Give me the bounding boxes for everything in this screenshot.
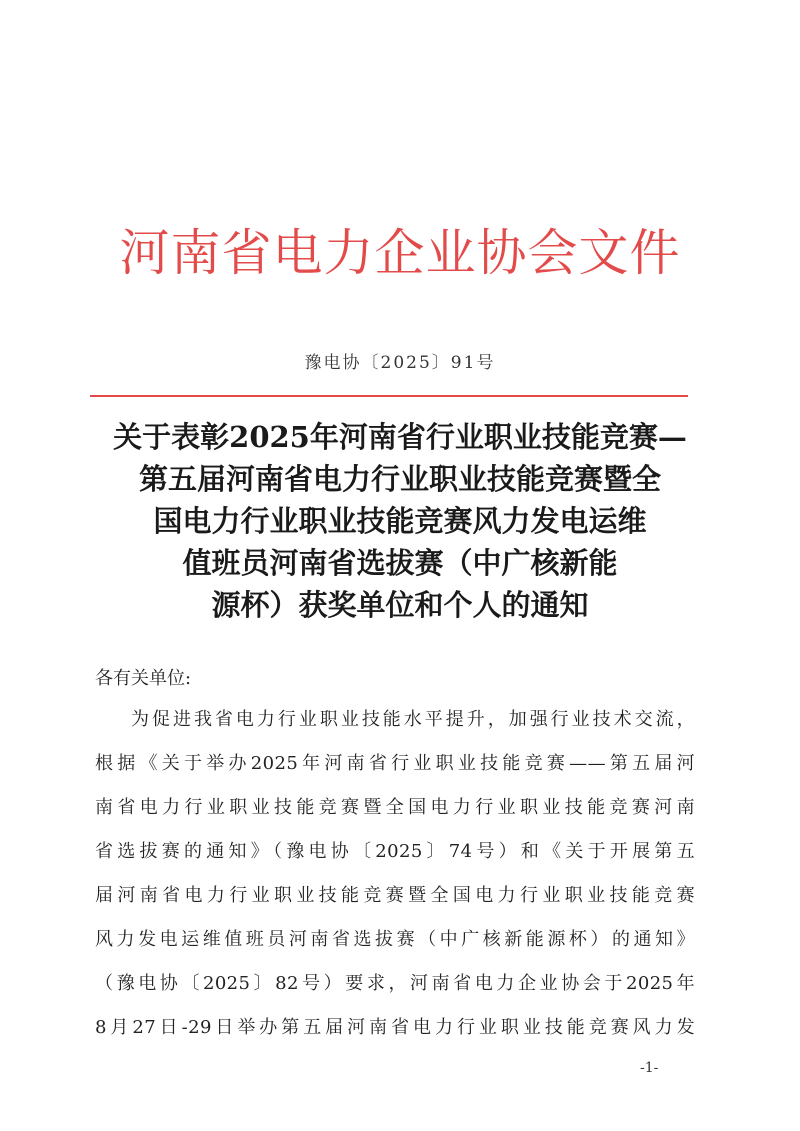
salutation: 各有关单位: — [95, 668, 192, 689]
title-line: 值班员河南省选拔赛（中广核新能 — [182, 546, 618, 580]
body-line: 8月27日-29日举办第五届河南省电力行业职业技能竞赛风力发 — [95, 1017, 695, 1038]
body-line: 南省电力行业职业技能竞赛暨全国电力行业职业技能竞赛河南 — [95, 797, 695, 818]
body-line: 届河南省电力行业职业技能竞赛暨全国电力行业职业技能竞赛 — [95, 885, 695, 906]
title-line: 第五届河南省电力行业职业技能竞赛暨全 — [138, 462, 661, 496]
organization-masthead: 河南省电力企业协会文件 — [119, 224, 681, 282]
title-line: 国电力行业职业技能竞赛风力发电运维 — [153, 504, 647, 538]
red-divider-line — [90, 395, 688, 397]
page-number: -1- — [640, 1060, 659, 1076]
body-line: 风力发电运维值班员河南省选拔赛（中广核新能源杯）的通知》 — [95, 929, 695, 950]
body-line: 根据《关于举办2025年河南省行业职业技能竞赛——第五届河 — [95, 753, 695, 774]
title-line: 关于表彰2025年河南省行业职业技能竞赛— — [113, 420, 687, 454]
body-line: 为促进我省电力行业职业技能水平提升，加强行业技术交流， — [131, 709, 695, 730]
body-paragraph — [95, 705, 695, 1057]
notice-title — [60, 416, 740, 626]
document-number: 豫电协〔2025〕91号 — [304, 353, 496, 373]
body-line: 省选拔赛的通知》（豫电协〔2025〕74号）和《关于开展第五 — [95, 841, 695, 862]
title-line: 源杯）获奖单位和个人的通知 — [211, 588, 589, 622]
body-line: （豫电协〔2025〕82号）要求，河南省电力企业协会于2025年 — [95, 973, 695, 994]
